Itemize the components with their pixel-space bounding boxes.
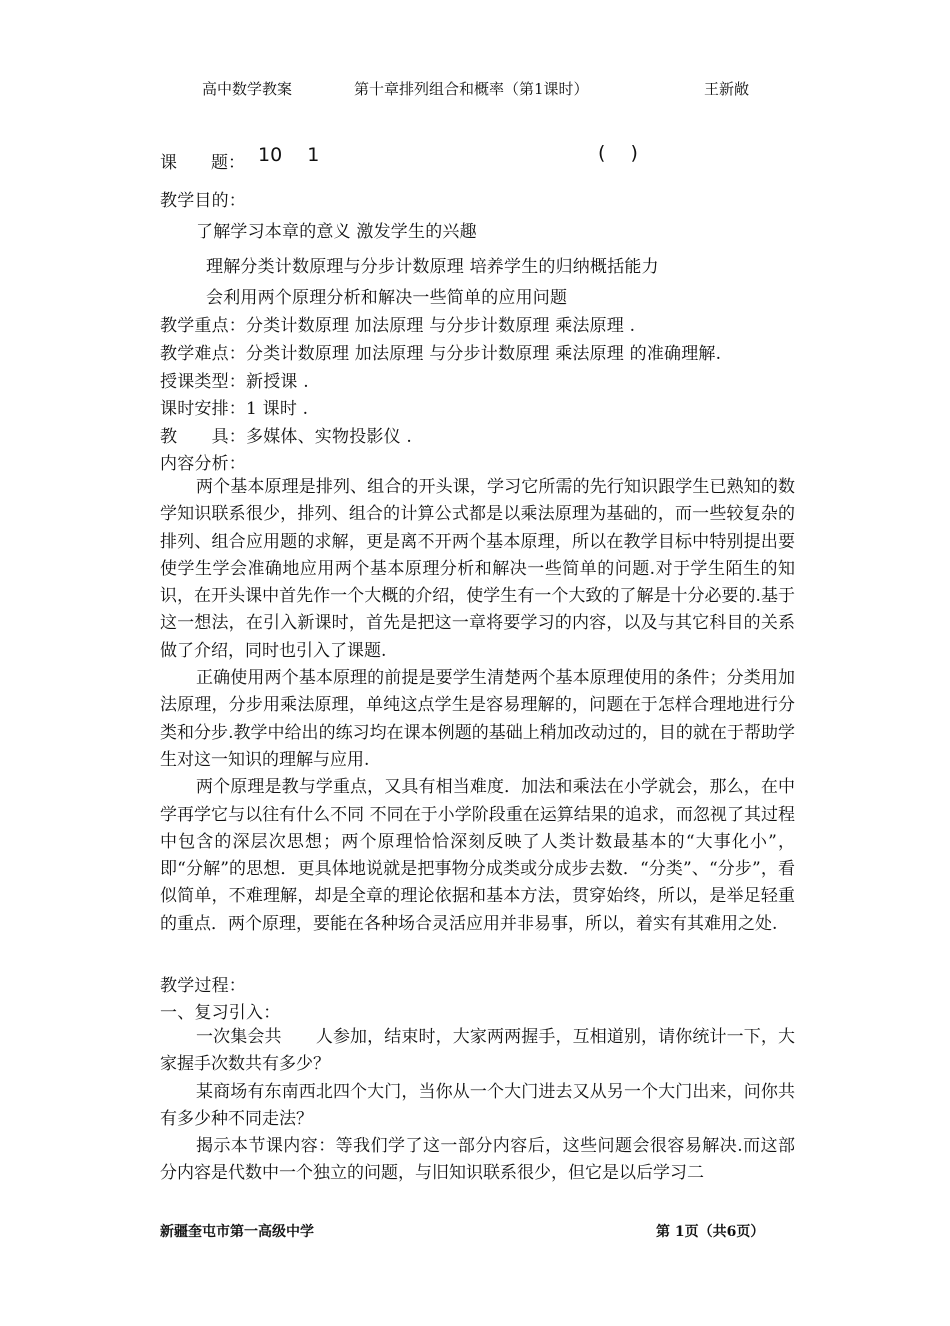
topic-label: 课 题： — [160, 153, 245, 173]
footer-page: 第 1页（共6页） — [656, 1224, 765, 1240]
lesson-type: 授课类型：新授课 . — [160, 372, 309, 392]
process-paragraph: 一次集会共 人参加，结束时，大家两两握手，互相道别，请你统计一下，大家握手次数共有多少？ — [160, 1027, 795, 1075]
process-paragraph: 某商场有东南西北四个大门，当你从一个大门进去又从另一个大门出来，问你共有多少种不同走法？ — [160, 1081, 795, 1129]
topic-number: 10 1 — [258, 144, 320, 166]
objective-item-3: 会利用两个原理分析和解决一些简单的应用问题 — [206, 288, 568, 308]
difficulty: 教学难点：分类计数原理 加法原理 与分步计数原理 乘法原理 的准确理解. — [160, 344, 722, 364]
header-center: 第十章排列组合和概率（第1课时） — [354, 80, 589, 98]
tools: 教 具：多媒体、实物投影仪 . — [160, 427, 413, 447]
process-title: 教学过程： — [160, 976, 246, 996]
key-points: 教学重点：分类计数原理 加法原理 与分步计数原理 乘法原理 . — [160, 316, 636, 336]
analysis-body — [160, 474, 795, 938]
header-right: 王新敞 — [704, 80, 750, 98]
topic-paren: ( ) — [598, 142, 638, 164]
analysis-paragraph: 两个原理是教与学重点，又具有相当难度．加法和乘法在小学就会，那么，在中学再学它与以往有什么不同 不同在于小学阶段重在运算结果的追求，而忽视了其过程中包含的深层次思想；两个原理恰恰深刻反映了人类计数最基本的“大事化小”，即“分解”的思想．更具体地说就是把事物分成类或分成步去数．“分类”、“分步”，看似简单，不难理解，却是全章的理论依据和基本方法，贯穿始终，所以，是举足轻重的重点．两个原理，要能在各种场合灵活应用并非易事，所以，着实有其难用之处. — [160, 777, 795, 934]
footer-school: 新疆奎屯市第一高级中学 — [160, 1224, 314, 1240]
objective-item-2: 理解分类计数原理与分步计数原理 培养学生的归纳概括能力 — [206, 257, 659, 277]
analysis-paragraph: 两个基本原理是排列、组合的开头课，学习它所需的先行知识跟学生已熟知的数学知识联系很少，排列、组合的计算公式都是以乘法原理为基础的，而一些较复杂的排列、组合应用题的求解，更是离不开两个基本原理，所以在教学目标中特别提出要使学生学会准确地应用两个基本原理分析和解决一些简单的问题.对于学生陌生的知识，在开头课中首先作一个大概的介绍，使学生有一个大致的了解是十分必要的.基于这一想法，在引入新课时，首先是把这一章将要学习的内容，以及与其它科目的关系做了介绍，同时也引入了课题. — [160, 477, 795, 661]
analysis-paragraph: 正确使用两个基本原理的前提是要学生清楚两个基本原理使用的条件；分类用加法原理，分步用乘法原理，单纯这点学生是容易理解的，问题在于怎样合理地进行分类和分步.教学中给出的练习均在课本例题的基础上稍加改动过的，目的就在于帮助学生对这一知识的理解与应用. — [160, 668, 795, 770]
schedule: 课时安排：1 课时 . — [160, 399, 309, 419]
objective-item-1: 了解学习本章的意义 激发学生的兴趣 — [196, 222, 477, 242]
analysis-title: 内容分析： — [160, 454, 246, 474]
section-title: 一、复习引入： — [160, 1003, 281, 1023]
process-paragraph: 揭示本节课内容：等我们学了这一部分内容后，这些问题会很容易解决.而这部分内容是代数中一个独立的问题，与旧知识联系很少，但它是以后学习二 — [160, 1136, 795, 1184]
objectives-title: 教学目的： — [160, 191, 246, 211]
header-left: 高中数学教案 — [202, 80, 293, 98]
process-body — [160, 1024, 795, 1188]
